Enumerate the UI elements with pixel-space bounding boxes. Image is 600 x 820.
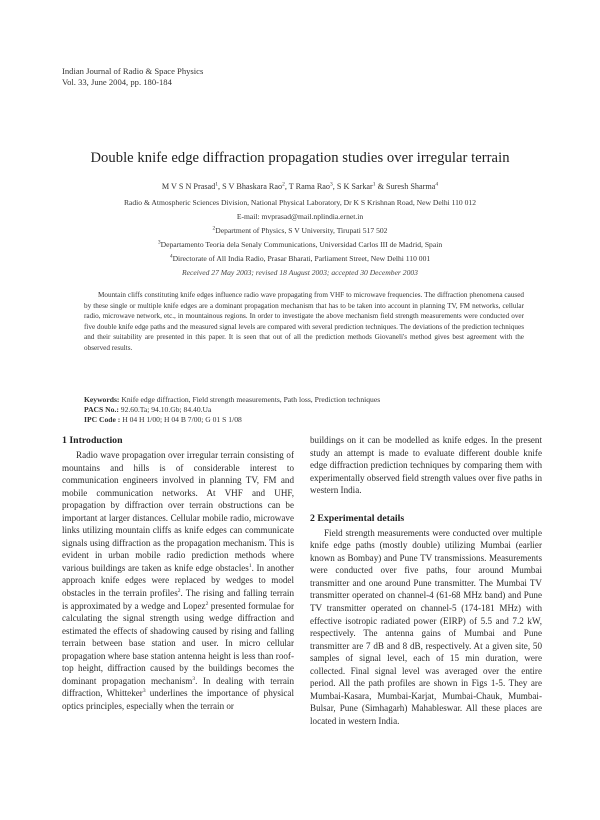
author-affiliation-mark: 1 [215, 181, 219, 188]
journal-header [62, 66, 203, 88]
text-run: . In dealing with terrain diffraction, Whitteker [62, 675, 295, 699]
pacs-label: PACS No.: [84, 405, 119, 415]
section-heading: 2 Experimental details [310, 512, 405, 524]
intro-paragraph [62, 449, 294, 712]
experimental-paragraph: Field strength measurements were conducted over multiple knife edge paths (mostly double) utilizing Mumbai (earlier known as Bombay) and Pune TV transmissions. Measurements were conducted over five paths, four around Mumbai transmitter and one around Pune transmitter. The Mumbai TV transmitter operated on channel-4 (61-68 MHz band) and Pune TV transmitter operated on channel-5 (174-181 MHz) with effective isotropic radiated power (EIRP) of 5.5 and 7.2 kW, respectively. The antenna gains of Mumbai and Pune transmitter are 7 dB and 8 dB, respectively. At a given site, 50 samples of signal level, each of 15 min duration, were collected. Final signal level was averaged over the entire period. All the path profiles are shown in Figs 1-5. They are Mumbai-Kasara, Mumbai-Karjat, Mumbai-Chauk, Mumbai-Bulsar, Pune (Simhagarh) Mahableswar. All these places are located in western India. [310, 527, 542, 726]
affiliation-3 [0, 240, 600, 249]
author-affiliation-mark: 4 [435, 181, 439, 188]
author-affiliation-mark: 3 [330, 181, 333, 188]
citation-mark: 2 [205, 600, 209, 607]
ipc-label: IPC Code : [84, 415, 121, 425]
right-column [310, 434, 542, 727]
text-run: presented formulae for calculating the signal strength using wedge diffraction and estimated the effects of shadowing caused by rising and falling terrain between base station and user. In micro cellular propagation where base station antenna height is less than roof-top height, diffraction caused by the buildings becomes the dominant propagation mechanism [62, 600, 294, 686]
intro-paragraph-continued: buildings on it can be modelled as knife edges. In the present study an attempt is made to evaluate different double knife edge diffraction prediction techniques by comparing them with experimentally observed field strength values over five paths in western India. [310, 435, 542, 496]
journal-name: Indian Journal of Radio & Space Physics [62, 66, 204, 76]
author-name: S V Bhaskara Rao [222, 182, 283, 191]
affiliation-text: Directorate of All India Radio, Prasar Bharati, Parliament Street, New Delhi 110 001 [172, 254, 431, 263]
citation-mark: 1 [248, 562, 252, 569]
affiliation-2 [0, 226, 600, 235]
affiliation-4 [0, 254, 600, 263]
author-name: M V S N Prasad [161, 182, 216, 191]
received-dates: Received 27 May 2003; revised 18 August 2003; accepted 30 December 2003 [182, 268, 418, 277]
author-list: M V S N Prasad$^1$, S V Bhaskara Rao$^2$, T Rama Rao$^3$, S K Sarkar$^1$ & Suresh Sharma$^4$ [161, 181, 439, 191]
pacs-line [84, 405, 544, 415]
citation-mark: 3 [192, 675, 196, 682]
affiliation-text: Departamento Teoria dela Senaly Communications, Universidad Carlos III de Madrid, Spain [160, 240, 443, 249]
affiliation-text: Department of Physics, S V University, Tirupati 517 502 [215, 226, 388, 235]
paper-title: Double knife edge diffraction propagation studies over irregular terrain [90, 150, 510, 166]
left-column [62, 434, 294, 712]
ipc-line [84, 415, 544, 425]
section-heading: 1 Introduction [62, 435, 123, 446]
author-name: T Rama Rao [288, 182, 331, 191]
abstract: Mountain cliffs constituting knife edges influence radio wave propagating from VHF to microwave frequencies. The diffraction phenomena caused by these single or multiple knife edges are a dominant propagation mechanism that has to be taken into account in planning TV, FM networks, cellular radio, microwave network, etc., in mountainous regions. In order to investigate the above mechanism field strength measurements were conducted over five double knife edge paths and the measured signal levels are compared with several prediction techniques. The deviations of the prediction techniques and their suitability are presented in this paper. It is seen that out of all the prediction methods Giovaneli's method gives best agreement with the observed results. [84, 291, 524, 352]
author-name: S K Sarkar [336, 182, 373, 191]
keywords-line [84, 395, 544, 405]
author-name: Suresh Sharma [386, 182, 436, 191]
keywords-value: Knife edge diffraction, Field strength measurements, Path loss, Prediction techniques [121, 395, 381, 404]
affiliation-mark: 4 [169, 253, 173, 260]
text-run: . The rising and falling terrain is approximated by a wedge and Lopez [62, 588, 294, 611]
affiliation-1: Radio & Atmospheric Sciences Division, National Physical Laboratory, Dr K S Krishnan Road, New Delhi 110 012 [123, 198, 477, 207]
affiliation-mark: 3 [157, 239, 161, 246]
keywords-block [84, 395, 544, 426]
text-run: underlines the importance of physical optics principles, especially when the terrain or [62, 688, 294, 711]
text-run: Radio wave propagation over irregular terrain consisting of mountains and hills is of considerable interest to communication engineers involved in planning TV, FM and mobile communication networks. At VHF and UHF, propagation by diffraction over terrain obstructions can be important at larger distances. Cellular mobile radio, microwave links utilizing mountain cliffs as knife edges can communicate signals using diffraction as the propagation mechanism. This is evident in urban mobile radio prediction methods where various buildings are taken as knife edge obstacles [62, 450, 294, 573]
journal-volume: Vol. 33, June 2004, pp. 180-184 [62, 77, 172, 87]
citation-mark: 3 [142, 688, 146, 695]
author-affiliation-mark: 1 [372, 181, 376, 188]
affiliation-mark: 2 [212, 225, 216, 232]
text-run: . In another approach knife edges were replaced by wedges to model obstacles in the terrain profiles [62, 562, 295, 599]
keywords-label: Keywords: [84, 395, 120, 404]
pacs-value: 92.60.Ta; 94.10.Gb; 84.40.Ua [120, 405, 212, 415]
citation-mark: 2 [177, 587, 181, 594]
author-affiliation-mark: 2 [282, 181, 285, 188]
ipc-value: H 04 H 1/00; H 04 B 7/00; G 01 S 1/08 [122, 415, 242, 425]
author-email: E-mail: mvprasad@mail.nplindia.ernet.in [236, 212, 364, 221]
